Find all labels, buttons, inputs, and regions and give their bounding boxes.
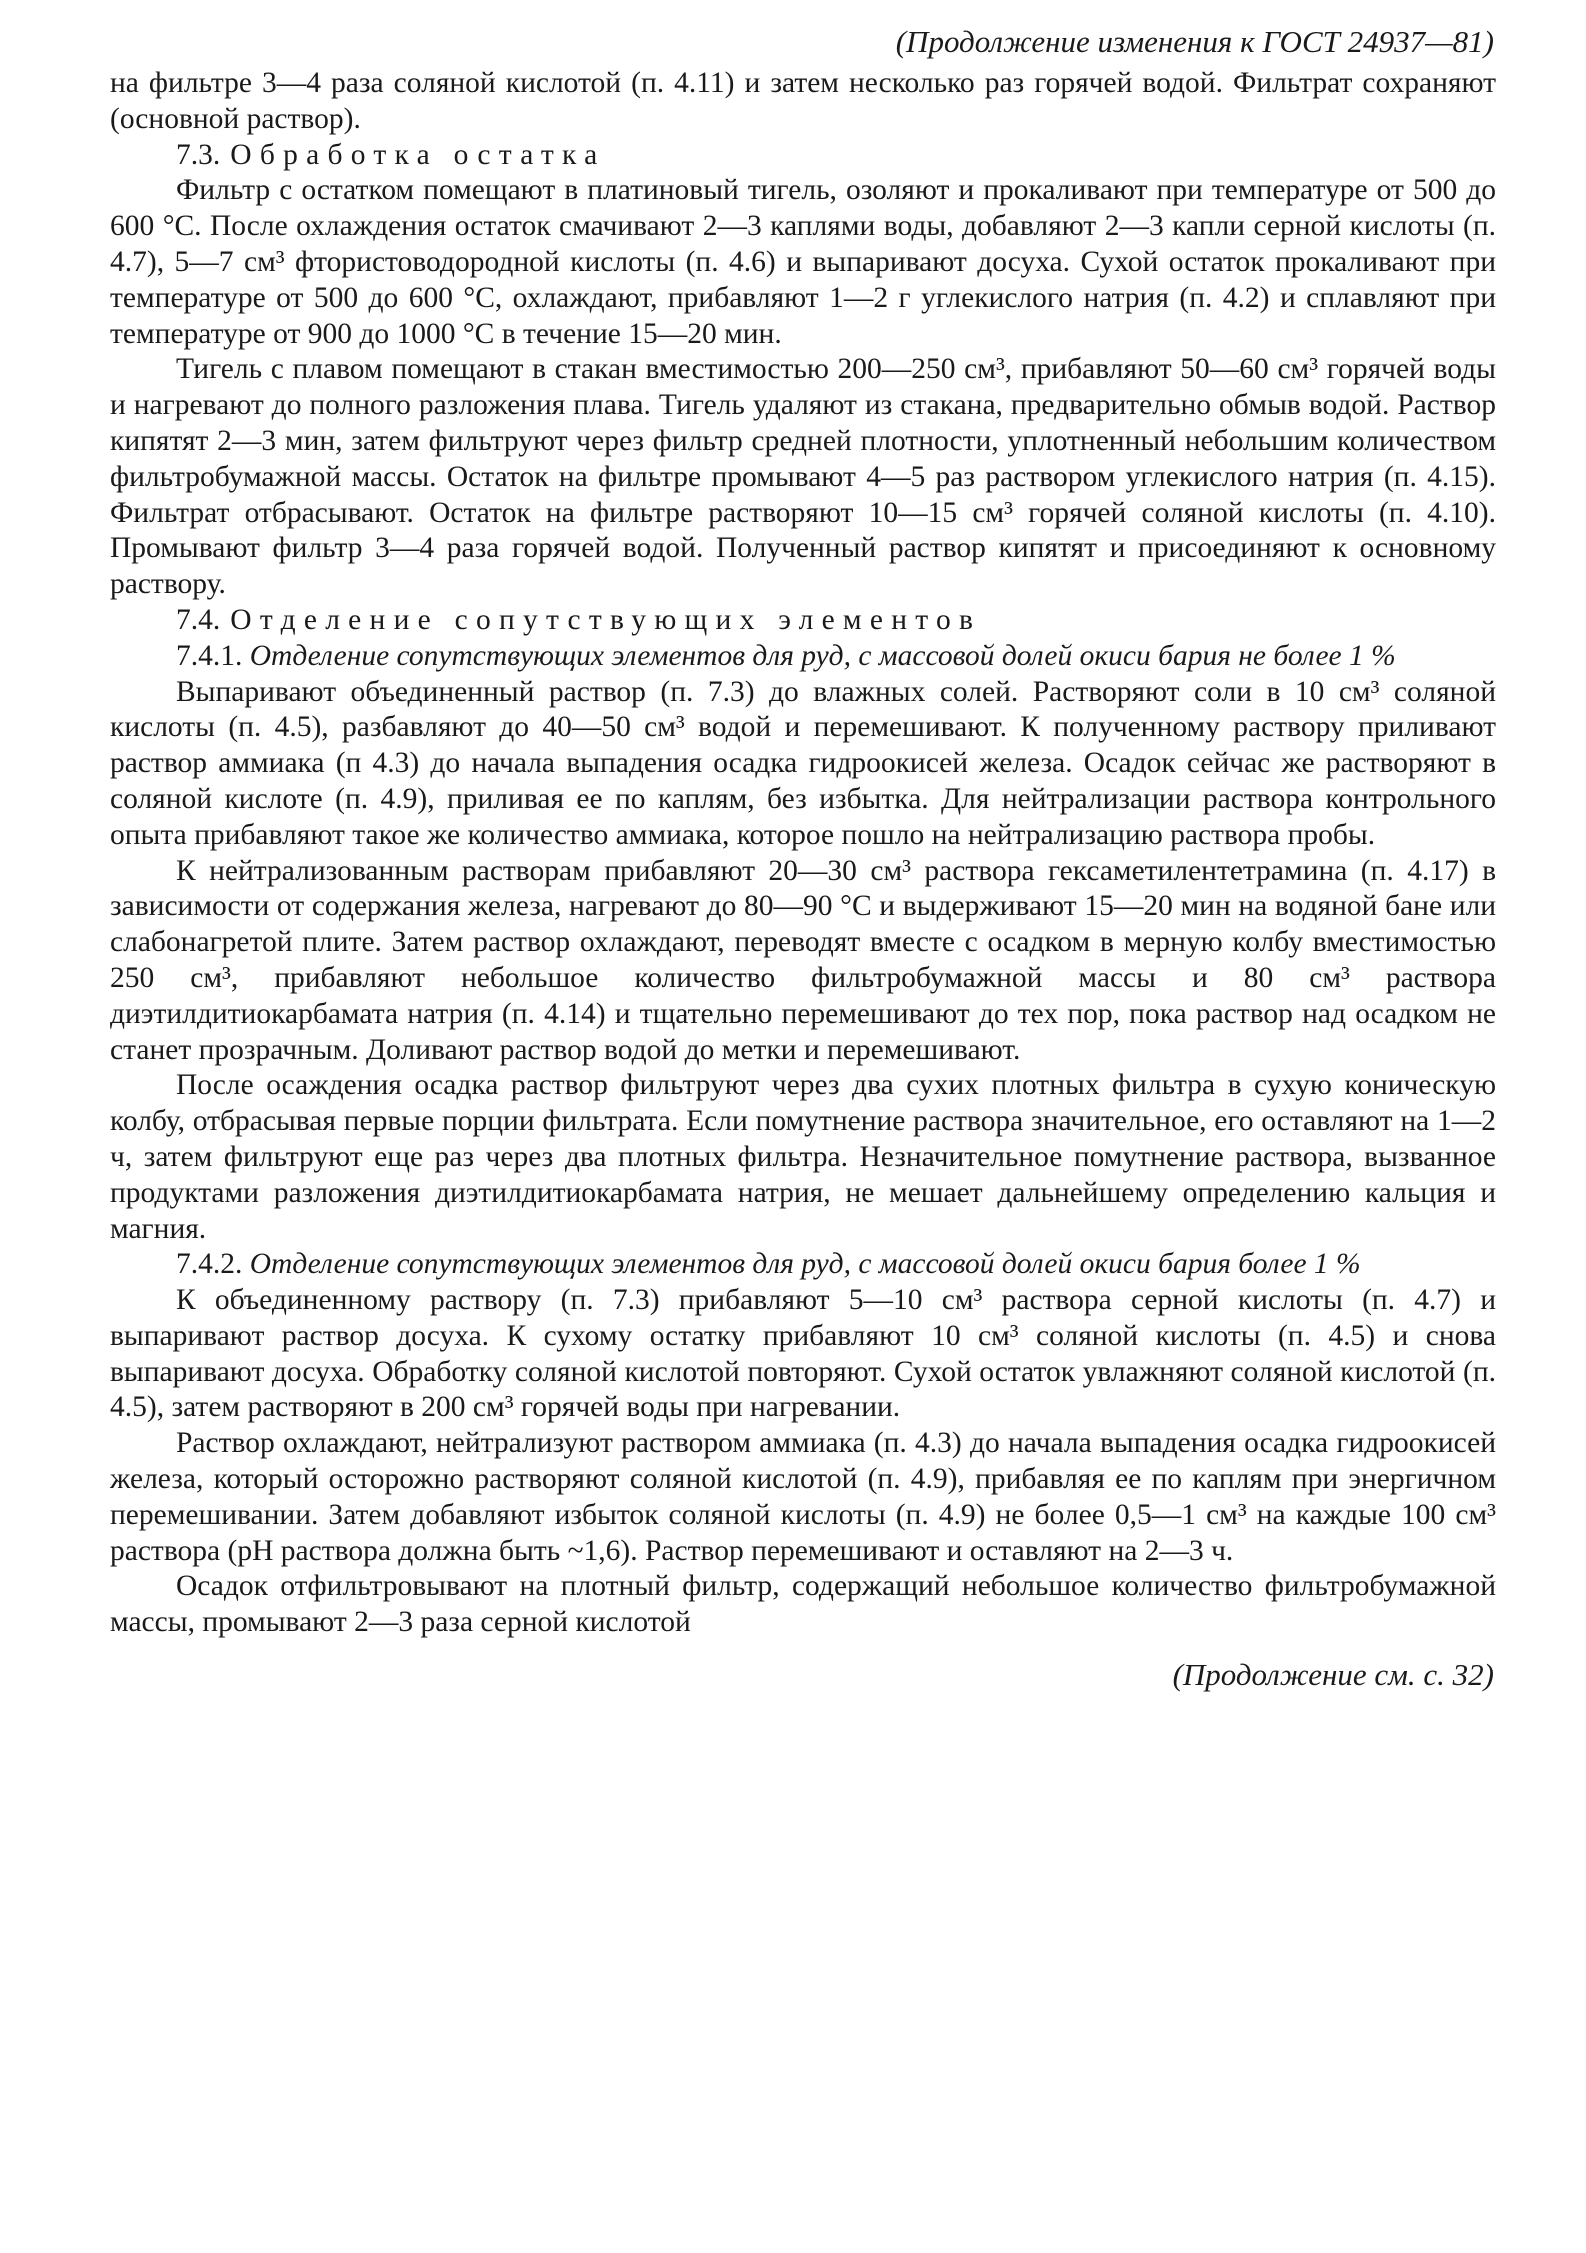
subsection-number: 7.4.1.	[176, 639, 243, 672]
document-body	[110, 66, 1496, 1641]
document-page	[110, 22, 1496, 1695]
subsection-title: Отделение сопутствующих элементов для руд, с массовой долей окиси бария не более 1 %	[249, 639, 1396, 672]
subsection-number: 7.4.2.	[176, 1248, 243, 1281]
section-title: Обработка остатка	[230, 138, 606, 171]
paragraph: Фильтр с остатком помещают в платиновый тигель, озоляют и прокаливают при температуре от 500 до 600 °С. После охлаждения остаток смачивают 2—3 каплями воды, добавляют 2—3 капли серной кислоты (п. 4.7), 5—7 см³ фтористоводородной кислоты (п. 4.6) и выпаривают досуха. Сухой остаток прокаливают при температуре от 500 до 600 °С, охлаждают, прибавляют 1—2 г углекислого натрия (п. 4.2) и сплавляют при температуре от 900 до 1000 °С в течение 15—20 мин.	[110, 174, 1496, 350]
section-number: 7.3.	[176, 138, 221, 171]
subsection-title: Отделение сопутствующих элементов для руд, с массовой долей окиси бария более 1 %	[249, 1248, 1361, 1281]
subsection-heading	[110, 1247, 1496, 1283]
paragraph: Тигель с плавом помещают в стакан вместимостью 200—250 см³, прибавляют 50—60 см³ горячей воды и нагревают до полного разложения плава. Тигель удаляют из стакана, предварительно обмыв водой. Раствор кипятят 2—3 мин, затем фильтруют через фильтр средней плотности, уплотненный небольшим количеством фильтробумажной массы. Остаток на фильтре промывают 4—5 раз раствором углекислого натрия (п. 4.15). Фильтрат отбрасывают. Остаток на фильтре растворяют 10—15 см³ горячей соляной кислоты (п. 4.10). Промывают фильтр 3—4 раза горячей водой. Полученный раствор кипятят и присоединяют к основному раствору.	[110, 353, 1496, 601]
paragraph: После осаждения осадка раствор фильтруют через два сухих плотных фильтра в сухую коническую колбу, отбрасывая первые порции фильтрата. Если помутнение раствора значительное, его оставляют на 1—2 ч, затем фильтруют еще раз через два плотных фильтра. Незначительное помутнение раствора, вызванное продуктами разложения диэтилдитиокарбамата натрия, не мешает дальнейшему определению кальция и магния.	[110, 1069, 1496, 1245]
paragraph: Осадок отфильтровывают на плотный фильтр, содержащий небольшое количество фильтробумажной массы, промывают 2—3 раза серной кислотой	[110, 1570, 1496, 1639]
paragraph: Выпаривают объединенный раствор (п. 7.3) до влажных солей. Растворяют соли в 10 см³ соляной кислоты (п. 4.5), разбавляют до 40—50 см³ водой и перемешивают. К полученному раствору приливают раствор аммиака (п 4.3) до начала выпадения осадка гидроокисей железа. Осадок сейчас же растворяют в соляной кислоте (п. 4.9), приливая ее по каплям, без избытка. Для нейтрализации раствора контрольного опыта прибавляют такое же количество аммиака, которое пошло на нейтрализацию раствора пробы.	[110, 675, 1496, 851]
section-heading	[110, 138, 1496, 174]
paragraph: К нейтрализованным растворам прибавляют 20—30 см³ раствора гексаметилентетрамина (п. 4.17) в зависимости от содержания железа, нагревают до 80—90 °С и выдерживают 15—20 мин на водяной бане или слабонагретой плите. Затем раствор охлаждают, переводят вместе с осадком в мерную колбу вместимостью 250 см³, прибавляют небольшое количество фильтробумажной массы и 80 см³ раствора диэтилдитиокарбамата натрия (п. 4.14) и тщательно перемешивают до тех пор, пока раствор над осадком не станет прозрачным. Доливают раствор водой до метки и перемешивают.	[110, 854, 1496, 1066]
subsection-heading	[110, 639, 1496, 675]
paragraph: К объединенному раствору (п. 7.3) прибавляют 5—10 см³ раствора серной кислоты (п. 4.7) и выпаривают раствор досуха. К сухому остатку прибавляют 10 см³ соляной кислоты (п. 4.5) и снова выпаривают досуха. Обработку соляной кислотой повторяют. Сухой остаток увлажняют соляной кислотой (п. 4.5), затем растворяют в 200 см³ горячей воды при нагревании.	[110, 1284, 1496, 1424]
section-heading	[110, 603, 1496, 639]
section-number: 7.4.	[176, 603, 221, 636]
section-title: Отделение сопутствующих элементов	[230, 603, 982, 636]
paragraph: Раствор охлаждают, нейтрализуют раствором аммиака (п. 4.3) до начала выпадения осадка гидроокисей железа, который осторожно растворяют соляной кислотой (п. 4.9), прибавляя ее по каплям при энергичном перемешивании. Затем добавляют избыток соляной кислоты (п. 4.9) не более 0,5—1 см³ на каждые 100 см³ раствора (рН раствора должна быть ~1,6). Раствор перемешивают и оставляют на 2—3 ч.	[110, 1427, 1496, 1567]
page-footer: (Продолжение см. с. 32)	[1172, 1657, 1494, 1693]
paragraph: на фильтре 3—4 раза соляной кислотой (п. 4.11) и затем несколько раз горячей водой. Фильтрат сохраняют (основной раствор).	[110, 67, 1496, 135]
page-header: (Продолжение изменения к ГОСТ 24937—81)	[895, 24, 1494, 59]
